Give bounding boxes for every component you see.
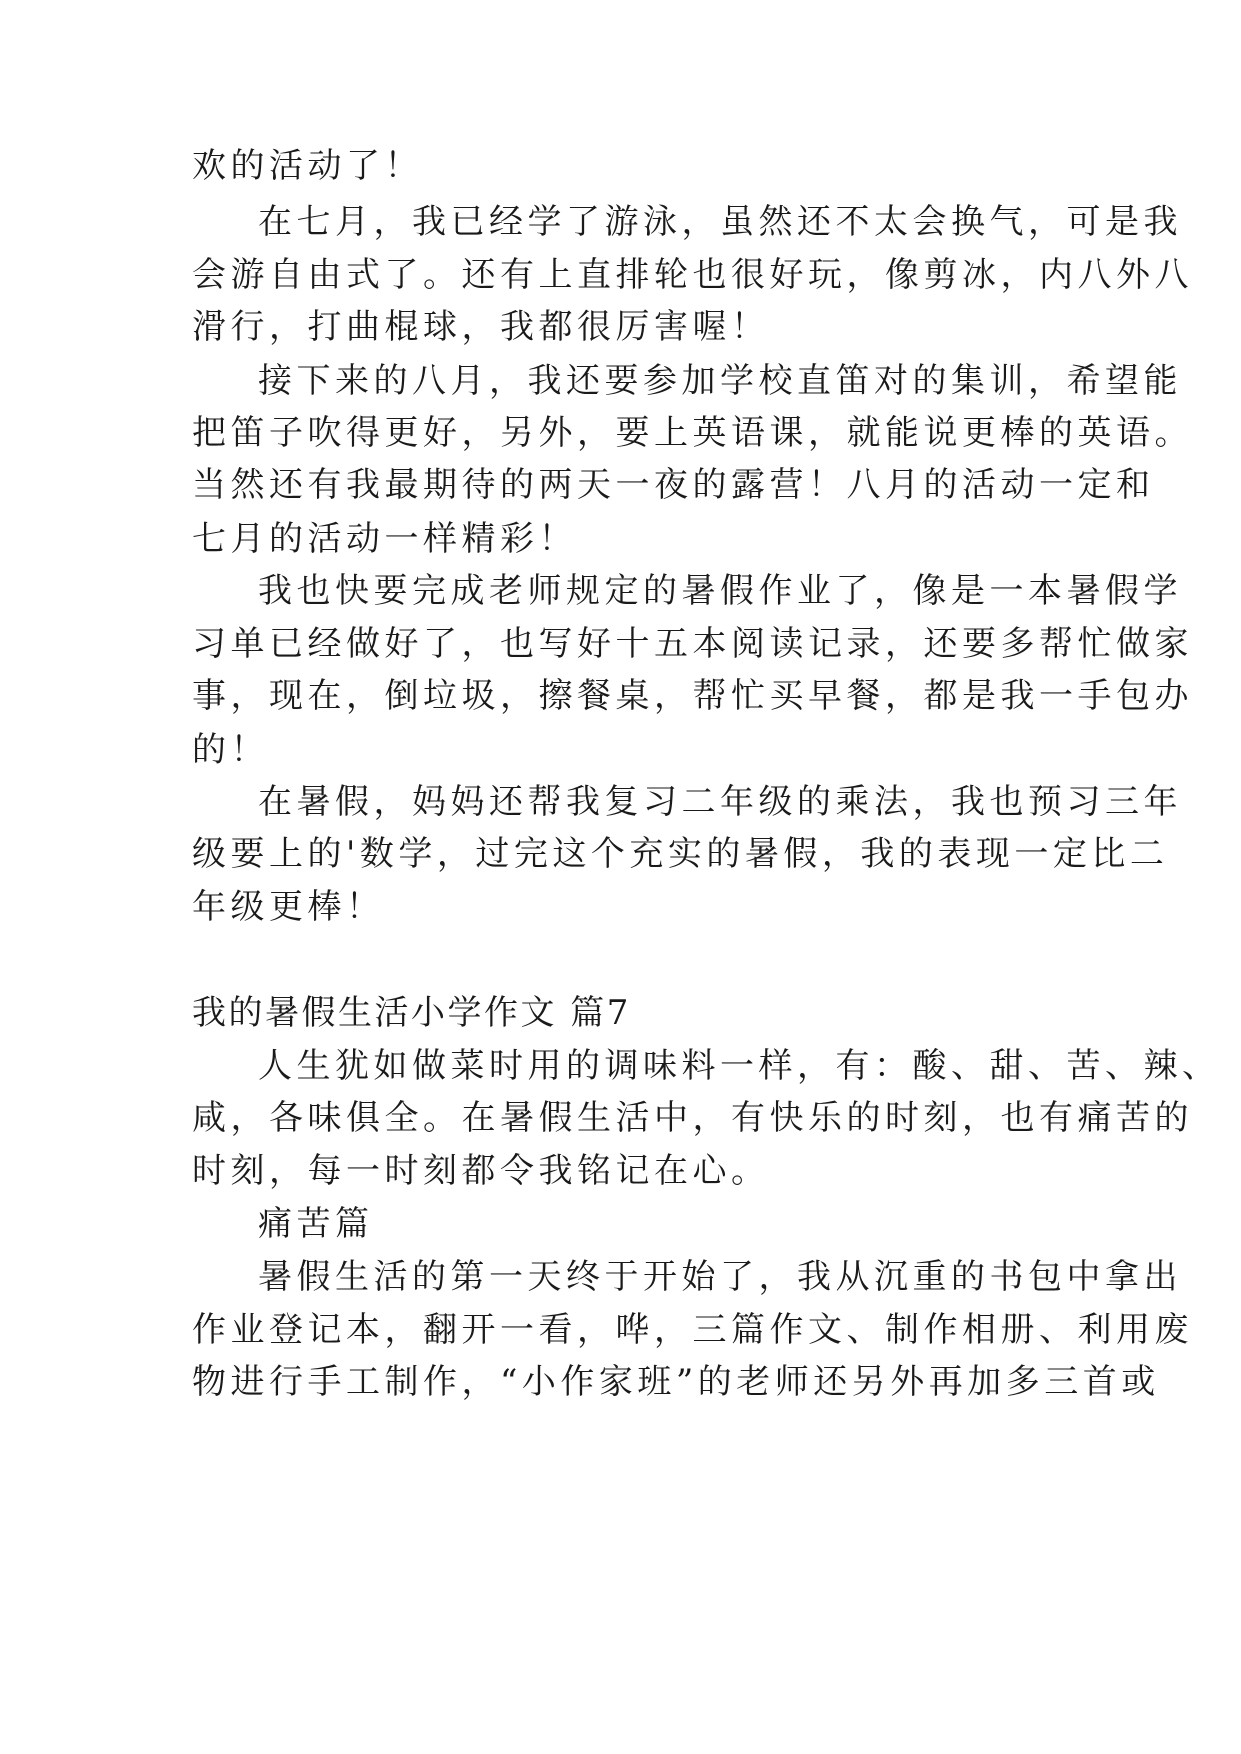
paragraph-line: 当然还有我最期待的两天一夜的露营！八月的活动一定和 — [192, 465, 1155, 505]
paragraph-line: 七月的活动一样精彩！ — [192, 519, 577, 559]
paragraph-line: 暑假生活的第一天终于开始了，我从沉重的书包中拿出 — [258, 1257, 1182, 1297]
paragraph-line: 人生犹如做菜时用的调味料一样，有：酸、甜、苦、辣、 — [258, 1046, 1221, 1086]
paragraph-line: 习单已经做好了，也写好十五本阅读记录，还要多帮忙做家 — [192, 624, 1193, 664]
paragraph-line: 我也快要完成老师规定的暑假作业了，像是一本暑假学 — [258, 571, 1182, 611]
subsection-heading: 痛苦篇 — [258, 1204, 374, 1244]
paragraph-line: 物进行手工制作，“小作家班”的老师还另外再加多三首或 — [192, 1362, 1160, 1402]
paragraph-line: 把笛子吹得更好，另外，要上英语课，就能说更棒的英语。 — [192, 413, 1193, 453]
paragraph-line: 在七月，我已经学了游泳，虽然还不太会换气，可是我 — [258, 202, 1182, 242]
paragraph-line: 事，现在，倒垃圾，擦餐桌，帮忙买早餐，都是我一手包办 — [192, 676, 1193, 716]
paragraph-line: 级要上的'数学，过完这个充实的暑假，我的表现一定比二 — [192, 834, 1169, 874]
paragraph-line: 咸，各味俱全。在暑假生活中，有快乐的时刻，也有痛苦的 — [192, 1098, 1193, 1138]
paragraph-line: 的！ — [192, 730, 269, 770]
paragraph-line: 会游自由式了。还有上直排轮也很好玩，像剪冰，内八外八 — [192, 255, 1193, 295]
paragraph-line: 欢的活动了！ — [192, 146, 423, 186]
paragraph-line: 时刻，每一时刻都令我铭记在心。 — [192, 1151, 770, 1191]
paragraph-line: 年级更棒！ — [192, 887, 385, 927]
paragraph-line: 在暑假，妈妈还帮我复习二年级的乘法，我也预习三年 — [258, 782, 1182, 822]
section-title: 我的暑假生活小学作文 篇7 — [192, 993, 631, 1033]
paragraph-line: 作业登记本，翻开一看，哗，三篇作文、制作相册、利用废 — [192, 1310, 1193, 1350]
paragraph-line: 接下来的八月，我还要参加学校直笛对的集训，希望能 — [258, 361, 1182, 401]
paragraph-line: 滑行，打曲棍球，我都很厉害喔！ — [192, 307, 770, 347]
